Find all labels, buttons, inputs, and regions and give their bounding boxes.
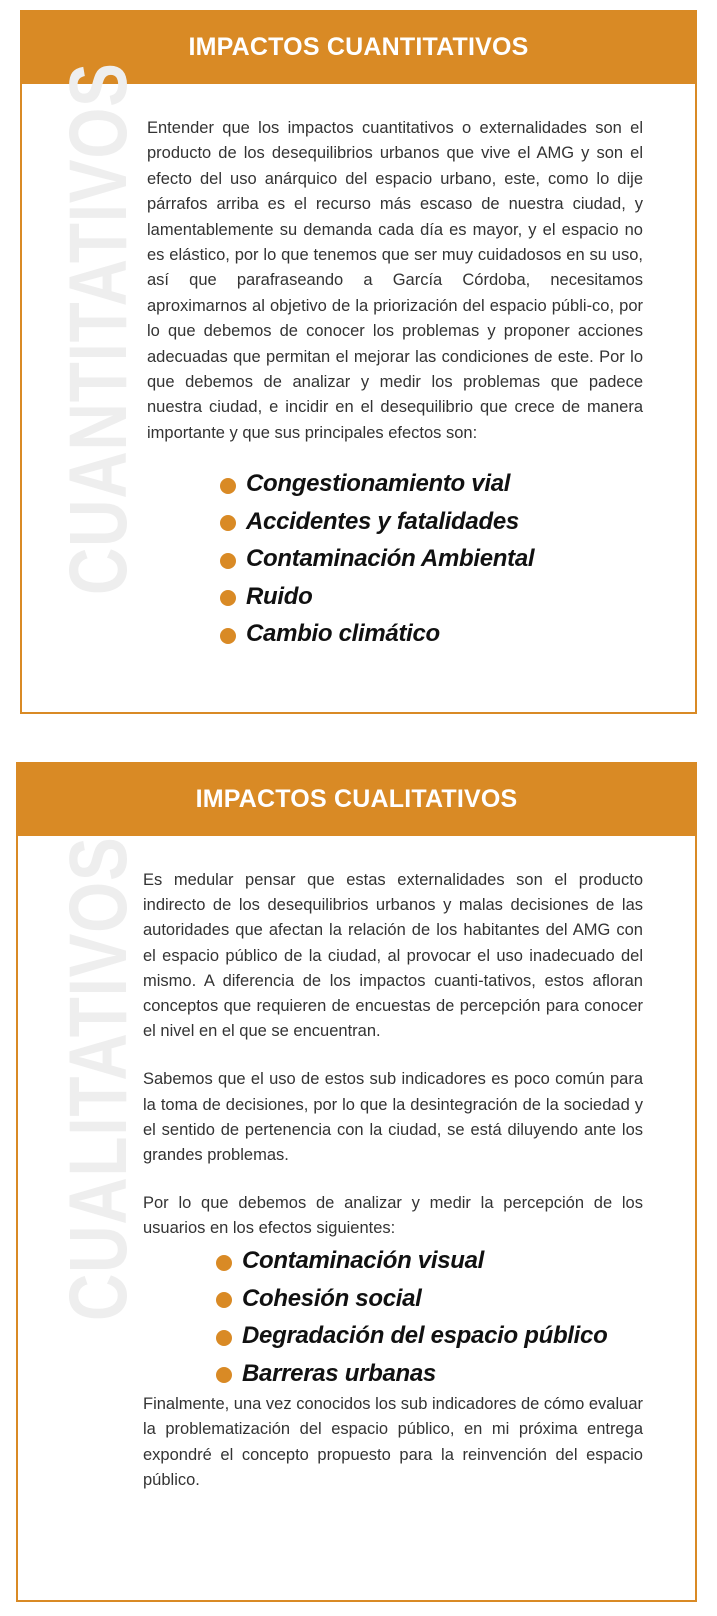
paragraph: Finalmente, una vez conocidos los sub indicadores de cómo evaluar la problematización del espacio público, en mi próxima entrega expondré el concepto propuesto para la reinvención del espacio público. bbox=[143, 1395, 643, 1490]
bullet-dot-icon bbox=[220, 628, 236, 644]
list-item bbox=[216, 1280, 607, 1318]
bullet-dot-icon bbox=[216, 1292, 232, 1308]
list-item-label: Accidentes y fatalidades bbox=[246, 507, 519, 535]
paragraphs-cualitativos bbox=[143, 868, 643, 1242]
list-item-label: Barreras urbanas bbox=[242, 1359, 436, 1387]
list-item bbox=[220, 578, 534, 616]
list-item bbox=[216, 1317, 607, 1355]
watermark-cuantitativos: CUANTITATIVOS bbox=[53, 62, 144, 595]
list-item bbox=[216, 1242, 607, 1280]
bullet-dot-icon bbox=[216, 1330, 232, 1346]
effects-list-cualitativos bbox=[216, 1242, 607, 1392]
impactos-cualitativos-box bbox=[16, 762, 697, 1602]
section-title-cuantitativos: IMPACTOS CUANTITATIVOS bbox=[20, 10, 697, 84]
list-item-label: Degradación del espacio público bbox=[242, 1322, 608, 1349]
closing-paragraph bbox=[143, 1392, 643, 1494]
list-item-label: Cohesión social bbox=[242, 1284, 422, 1312]
impactos-cuantitativos-box bbox=[20, 10, 697, 714]
list-item-label: Contaminación Ambiental bbox=[246, 545, 535, 572]
bullet-dot-icon bbox=[220, 590, 236, 606]
list-item bbox=[220, 503, 534, 541]
list-item-label: Ruido bbox=[246, 582, 313, 610]
list-item bbox=[220, 465, 534, 503]
bullet-dot-icon bbox=[216, 1367, 232, 1383]
section-title-cualitativos: IMPACTOS CUALITATIVOS bbox=[16, 762, 697, 836]
bullet-dot-icon bbox=[220, 478, 236, 494]
bullet-dot-icon bbox=[220, 515, 236, 531]
paragraph-cuantitativos bbox=[147, 116, 643, 446]
effects-list-cuantitativos bbox=[220, 465, 534, 653]
paragraph: Entender que los impactos cuantitativos o externalidades son el producto de los desequilibrios urbanos que vive el AMG y son el efecto del uso anárquico del espacio urbano, este, como lo dije párrafos arriba es el recurso más escaso de nuestra ciudad, y lamentablemente su demanda cada día es mayor, y el espacio no es elástico, por lo que tenemos que ser muy cuidadosos en su uso, así que parafraseando a García Córdoba, necesitamos aproximarnos al objetivo de la priorización del espacio públi-co, por lo que debemos de conocer los problemas y proponer acciones adecuadas que permitan el mejorar las condiciones de este. Por lo que debemos de analizar y medir los problemas que padece nuestra ciudad, e incidir en el desequilibrio que crece de manera importante y que sus principales efectos son: bbox=[147, 119, 643, 442]
paragraph: Sabemos que el uso de estos sub indicadores es poco común para la toma de decisiones, por lo que la desintegración de la sociedad y el sentido de pertenencia con la ciudad, se está diluyendo ante los grandes problemas. bbox=[143, 1070, 643, 1165]
list-item bbox=[220, 615, 534, 653]
list-item-label: Congestionamiento vial bbox=[246, 470, 511, 497]
list-item bbox=[220, 540, 534, 578]
watermark-cualitativos: CUALITATIVOS bbox=[53, 836, 144, 1321]
list-item-label: Contaminación visual bbox=[242, 1247, 485, 1274]
paragraph: Por lo que debemos de analizar y medir la percepción de los usuarios en los efectos siguientes: bbox=[143, 1194, 643, 1238]
bullet-dot-icon bbox=[220, 553, 236, 569]
bullet-dot-icon bbox=[216, 1255, 232, 1271]
paragraph: Es medular pensar que estas externalidades son el producto indirecto de los desequilibrios urbanos y malas decisiones de las autoridades que afectan la relación de los habitantes del AMG con el espacio público de la ciudad, al provocar el uso inadecuado del mismo. A diferencia de los impactos cuanti-tativos, estos afloran conceptos que requieren de encuestas de percepción para conocer el nivel en el que se encuentran. bbox=[143, 871, 643, 1041]
list-item-label: Cambio climático bbox=[246, 620, 440, 647]
list-item bbox=[216, 1355, 607, 1393]
